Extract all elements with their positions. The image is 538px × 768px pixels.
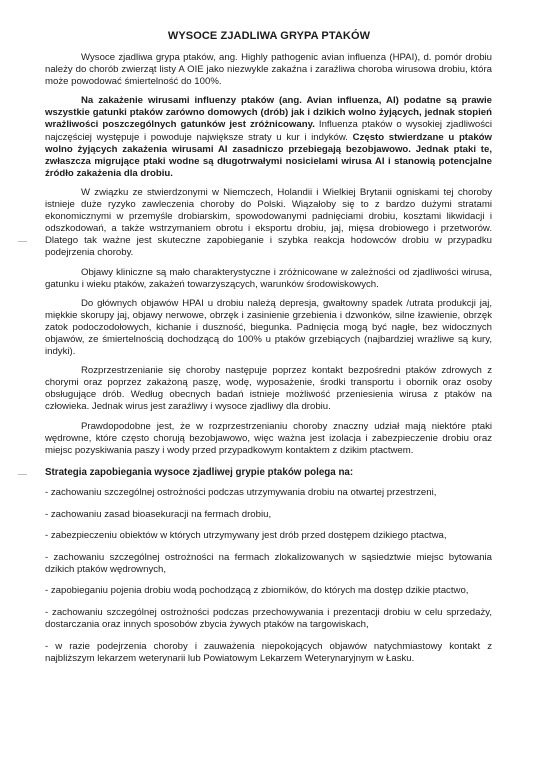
- carrier-bold-text: Często stwierdzane u ptaków wolno żyjących zakażenia wirusami AI zasadniczo przebiegają bezobjawowo. Jednak ptaki te, zwłaszcza migrujące ptaki wodne są długotrwałymi nosicielami wirusa AI i stanowią potencjalne źródło zakażenia dla drobiu.: [45, 131, 492, 179]
- susceptibility-normal-text: Influenza ptaków o wysokiej zjadliwości najczęściej występuje i powoduje największe straty u kur i indyków.: [45, 119, 492, 143]
- strategy-item: - zachowaniu szczególnej ostrożności podczas przechowywania i prezentacji drobiu w celu sprzedaży, dostarczania oraz innych sposobów zbycia żywych ptaków na targowiskach,: [45, 606, 492, 631]
- paragraph-spread: Rozprzestrzenianie się choroby następuje poprzez kontakt bezpośredni ptaków zdrowych z chorymi oraz poprzez zakażoną paszę, wodę, wyposażenie, środki transportu i obornik oraz osoby obsługujące drób. Według obecnych badań istnieje możliwość przeniesienia wirusa z ptaków na człowieka. Jednak wirus jest zaraźliwy i wysoce zjadliwy dla drobiu.: [45, 365, 492, 413]
- strategy-item: - zachowaniu szczególnej ostrożności na fermach zlokalizowanych w sąsiedztwie miejsc bytowania dzikich ptaków wędrownych,: [45, 551, 492, 575]
- strategy-item: - w razie podejrzenia choroby i zauważenia niepokojących objawów natychmiastowy kontakt z najbliższym lekarzem weterynarii lub Powiatowym Lekarzem Weterynaryjnym w Łasku.: [45, 640, 492, 664]
- strategy-item: - zachowaniu zasad bioasekuracji na fermach drobiu,: [45, 508, 272, 520]
- punch-hole-mark-bottom: [18, 474, 27, 475]
- strategy-item: - zabezpieczeniu obiektów w których utrzymywany jest drób przed dostępem dzikiego ptactwa,: [45, 530, 447, 542]
- paragraph-migratory-birds: Prawdopodobne jest, że w rozprzestrzenianiu choroby znaczny udział mają niektóre ptaki wędrowne, które często chorują bezobjawowo, więc ważna jest izolacja i zabezpieczenie drobiu oraz miejsc pozyskiwania paszy i wody przed przypadkowym kontaktem z dzikim ptactwem.: [45, 420, 492, 456]
- paragraph-susceptibility: [45, 95, 492, 180]
- strategy-list: [45, 487, 492, 665]
- document-body: [45, 52, 492, 674]
- strategy-item: - zachowaniu szczególnej ostrożności podczas utrzymywania drobiu na otwartej przestrzeni,: [45, 486, 437, 498]
- document-title: WYSOCE ZJADLIWA GRYPA PTAKÓW: [167, 30, 371, 42]
- strategy-heading: Strategia zapobiegania wysoce zjadliwej grypie ptaków polega na:: [45, 466, 354, 478]
- paragraph-main-symptoms: Do głównych objawów HPAI u drobiu należą depresja, gwałtowny spadek /utrata produkcji jaj, miękkie skorupy jaj, objawy nerwowe, obrzęk i zasinienie grzebienia i dzwonków, silne łzawienie, obrzęk zatok podoczodołowych, kichanie i duszność, biegunka. Padnięcia mogą być nagłe, bez widocznych objawów, ze śmiertelnością dochodzącą do 100% u ptaków grzebiących (najbardziej wrażliwe są kury, indyki).: [45, 297, 492, 358]
- paragraph-risk: W związku ze stwierdzonymi w Niemczech, Holandii i Wielkiej Brytanii ogniskami tej choroby istnieje duże ryzyko zawleczenia choroby do Polski. Wiązałoby się to z bardzo dużymi stratami ekonomicznymi w przemyśle drobiarskim, spowodowanymi padnięciami drobiu, kosztami likwidacji i odszkodowań, a także wstrzymaniem obrotu i eksportu drobiu, jaj, mięsa drobiowego i przetworów. Dlatego tak ważne jest skuteczne zapobieganie i szybka reakcja hodowców drobiu w przypadku podejrzenia choroby.: [45, 186, 492, 259]
- paragraph-clinical-signs: Objawy kliniczne są mało charakterystyczne i zróżnicowane w zależności od zjadliwości wirusa, gatunku i wieku ptaków, zakażeń towarzyszących, warunków środowiskowych.: [45, 266, 492, 290]
- strategy-item: - zapobieganiu pojenia drobiu wodą pochodzącą z zbiorników, do których ma dostęp dzikie ptactwo,: [45, 585, 469, 597]
- paragraph-definition: Wysoce zjadliwa grypa ptaków, ang. Highly pathogenic avian influenza (HPAI), d. pomór drobiu należy do chorób zwierząt listy A OIE jako niezwykle zakaźna i zaraźliwa choroba wirusowa drobiu, która może powodować śmiertelność do 100%.: [45, 52, 492, 88]
- punch-hole-mark-top: [18, 241, 27, 242]
- susceptibility-bold-text: Na zakażenie wirusami influenzy ptaków (ang. Avian influenza, AI) podatne są prawie wszystkie gatunki ptaków zarówno domowych (drób) jak i dzikich wolno żyjących, jednak stopień wrażliwości poszczególnych gatunków jest zróżnicowany.: [45, 95, 492, 131]
